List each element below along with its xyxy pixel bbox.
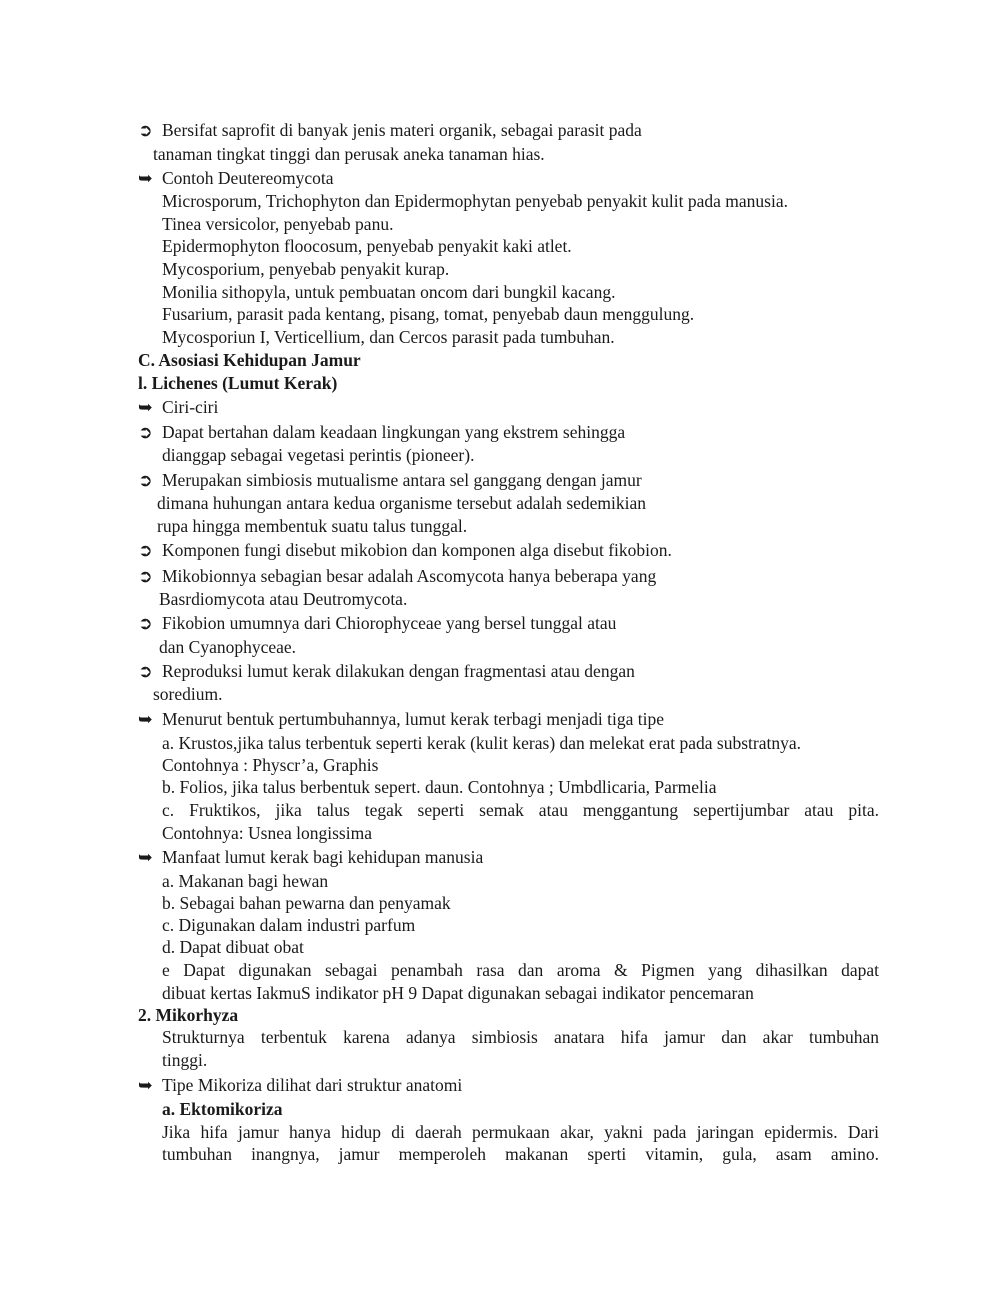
arrow-bullet-icon: ➥ — [138, 847, 153, 867]
subsection-heading: 2. Mikorhyza — [138, 1005, 239, 1025]
arrow-bullet-icon: ➥ — [138, 397, 153, 417]
text-line: Jika hifa jamur hanya hidup di daerah permukaan akar, yakni pada jaringan epidermis. Dari — [162, 1122, 879, 1142]
bullet-item: ➲ Komponen fungi disebut mikobion dan komponen alga disebut fikobion. — [138, 540, 672, 560]
text-line: Tinea versicolor, penyebab panu. — [162, 214, 394, 234]
bullet-item: ➲ Merupakan simbiosis mutualisme antara sel ganggang dengan jamur — [138, 470, 642, 490]
curved-arrow-icon: ➲ — [138, 566, 153, 586]
bullet-item: ➲ Mikobionnya sebagian besar adalah Ascomycota hanya beberapa yang — [138, 566, 657, 586]
curved-arrow-icon: ➲ — [138, 120, 153, 140]
curved-arrow-icon: ➲ — [138, 661, 153, 681]
text-line: Mycosporium, penyebab penyakit kurap. — [162, 259, 450, 279]
subsection-heading: a. Ektomikoriza — [162, 1099, 283, 1119]
text-line: rupa hingga membentuk suatu talus tunggal. — [157, 516, 468, 536]
bullet-item: ➲ Bersifat saprofit di banyak jenis materi organik, sebagai parasit pada — [138, 120, 642, 140]
text-line: dan Cyanophyceae. — [159, 637, 297, 657]
text-line: tumbuhan inangnya, jamur memperoleh makanan sperti vitamin, gula, asam amino. — [162, 1144, 879, 1164]
text-line: a. Krustos,jika talus terbentuk seperti kerak (kulit keras) dan melekat erat pada substratnya. — [162, 733, 802, 753]
curved-arrow-icon: ➲ — [138, 540, 153, 560]
bullet-item: ➥ Contoh Deutereomycota — [138, 168, 334, 188]
text-line: Epidermophyton floocosum, penyebab penyakit kaki atlet. — [162, 236, 572, 256]
text-line: Contohnya: Usnea longissima — [162, 823, 372, 843]
text-line: Strukturnya terbentuk karena adanya simbiosis anatara hifa jamur dan akar tumbuhan — [162, 1027, 879, 1047]
text-line: dimana huhungan antara kedua organisme tersebut adalah sedemikian — [157, 493, 647, 513]
bullet-item: ➲ Fikobion umumnya dari Chiorophyceae yang bersel tunggal atau — [138, 613, 617, 633]
bullet-item: ➲ Reproduksi lumut kerak dilakukan dengan fragmentasi atau dengan — [138, 661, 635, 681]
bullet-item: ➥ Menurut bentuk pertumbuhannya, lumut kerak terbagi menjadi tiga tipe — [138, 709, 665, 729]
text-line: Mycosporiun I, Verticellium, dan Cercos parasit pada tumbuhan. — [162, 327, 615, 347]
text-line: Basrdiomycota atau Deutromycota. — [159, 589, 408, 609]
text-line: dibuat kertas IakmuS indikator pH 9 Dapat digunakan sebagai indikator pencemaran — [162, 983, 754, 1003]
text-line: e Dapat digunakan sebagai penambah rasa dan aroma & Pigmen yang dihasilkan dapat — [162, 960, 879, 980]
curved-arrow-icon: ➲ — [138, 422, 153, 442]
text-line: d. Dapat dibuat obat — [162, 937, 304, 957]
arrow-bullet-icon: ➥ — [138, 168, 153, 188]
arrow-bullet-icon: ➥ — [138, 1075, 153, 1095]
text-line: Contohnya : Physcr’a, Graphis — [162, 755, 379, 775]
text-line: c. Fruktikos, jika talus tegak seperti semak atau menggantung sepertijumbar atau pita. — [162, 800, 879, 820]
arrow-bullet-icon: ➥ — [138, 709, 153, 729]
text-line: Fusarium, parasit pada kentang, pisang, tomat, penyebab daun menggulung. — [162, 304, 695, 324]
curved-arrow-icon: ➲ — [138, 470, 153, 490]
bullet-item: ➲ Dapat bertahan dalam keadaan lingkungan yang ekstrem sehingga — [138, 422, 626, 442]
text-line: tinggi. — [162, 1050, 208, 1070]
text-line: b. Folios, jika talus berbentuk sepert. daun. Contohnya ; Umbdlicaria, Parmelia — [162, 777, 717, 797]
text-line: soredium. — [153, 684, 223, 704]
text-line: Microsporum, Trichophyton dan Epidermophytan penyebab penyakit kulit pada manusia. — [162, 191, 789, 211]
text-line: c. Digunakan dalam industri parfum — [162, 915, 416, 935]
text-line: Monilia sithopyla, untuk pembuatan oncom dari bungkil kacang. — [162, 282, 616, 302]
bullet-item: ➥ Ciri-ciri — [138, 397, 219, 417]
bullet-item: ➥ Manfaat lumut kerak bagi kehidupan manusia — [138, 847, 484, 867]
curved-arrow-icon: ➲ — [138, 613, 153, 633]
subsection-heading: l. Lichenes (Lumut Kerak) — [138, 373, 338, 393]
text-line: b. Sebagai bahan pewarna dan penyamak — [162, 893, 451, 913]
bullet-item: ➥ Tipe Mikoriza dilihat dari struktur anatomi — [138, 1075, 463, 1095]
text-line: tanaman tingkat tinggi dan perusak aneka tanaman hias. — [153, 144, 545, 164]
text-line: a. Makanan bagi hewan — [162, 871, 329, 891]
section-heading: C. Asosiasi Kehidupan Jamur — [138, 350, 361, 370]
text-line: dianggap sebagai vegetasi perintis (pioneer). — [162, 445, 475, 465]
